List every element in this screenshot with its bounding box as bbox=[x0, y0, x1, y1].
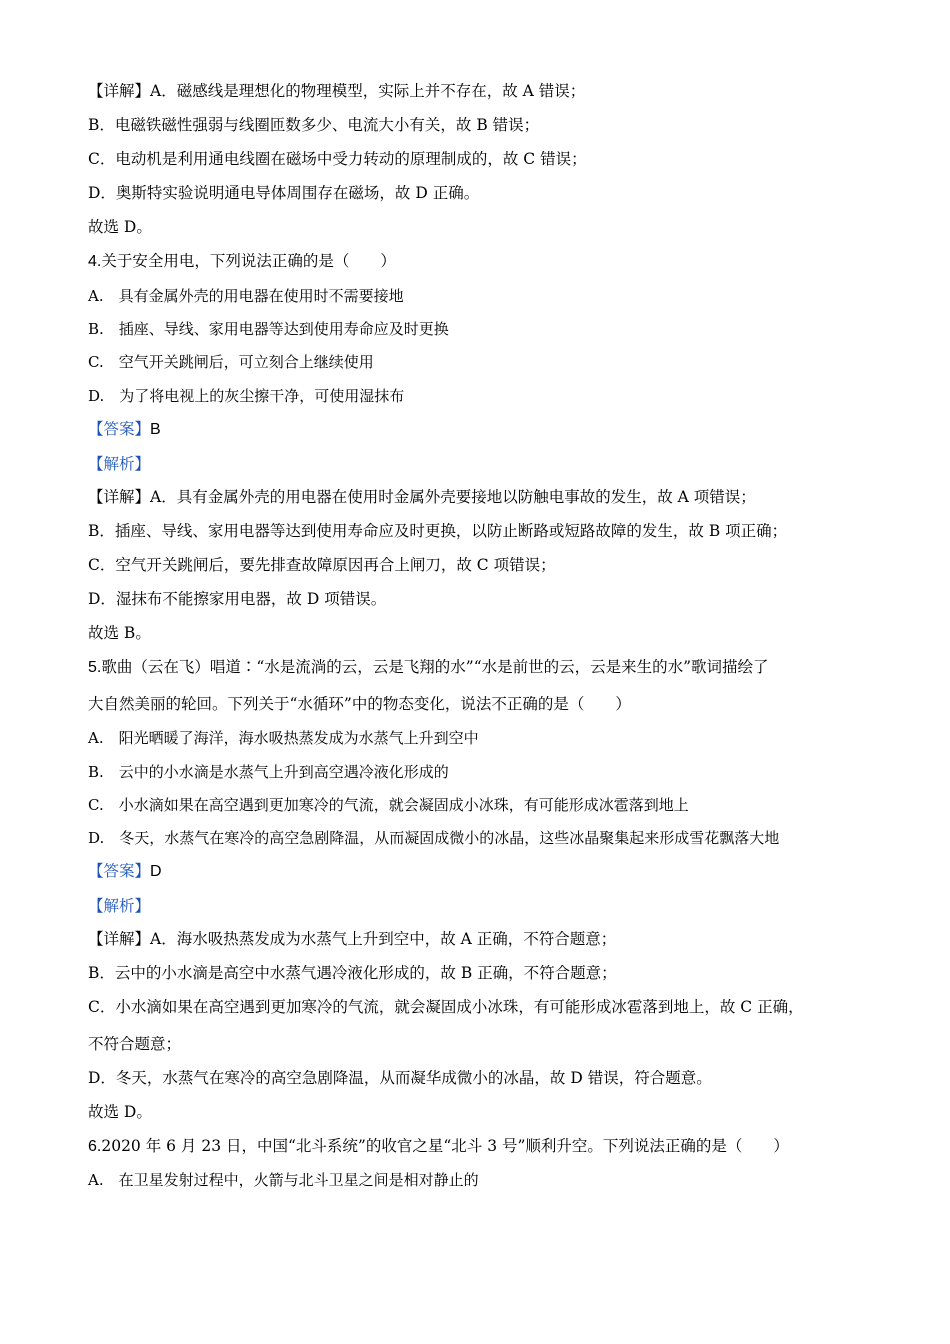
answer-value: B bbox=[150, 421, 161, 438]
answer-label: 【答案】 bbox=[88, 420, 151, 438]
q3-detail-b: B．电磁铁磁性强弱与线圈匝数多少、电流大小有关，故 B 错误； bbox=[88, 116, 540, 134]
detail-label: 【详解】 bbox=[88, 488, 151, 506]
q3-detail-a: 【详解】A．磁感线是理想化的物理模型，实际上并不存在，故 A 错误； bbox=[88, 82, 586, 100]
q5-detail-c-line2: 不符合题意； bbox=[88, 1035, 182, 1053]
question-number: 5. bbox=[88, 659, 102, 676]
q5-detail-b: B．云中的小水滴是高空中水蒸气遇冷液化形成的，故 B 正确，不符合题意； bbox=[88, 964, 617, 982]
q5-detail-a: 【详解】A．海水吸热蒸发成为水蒸气上升到空中，故 A 正确，不符合题意； bbox=[88, 930, 617, 948]
q5-conclusion: 故选 D。 bbox=[88, 1103, 152, 1121]
q4-option-c: C. 空气开关跳闸后，可立刻合上继续使用 bbox=[88, 353, 374, 371]
q5-analysis-label: 【解析】 bbox=[88, 897, 151, 915]
q4-detail-c: C．空气开关跳闸后，要先排查故障原因再合上闸刀，故 C 项错误； bbox=[88, 556, 556, 574]
q3-detail-d: D．奥斯特实验说明通电导体周围存在磁场，故 D 正确。 bbox=[88, 184, 480, 202]
q5-option-c: C. 小水滴如果在高空遇到更加寒冷的气流，就会凝固成小冰珠，有可能形成冰雹落到地上 bbox=[88, 796, 689, 814]
q4-answer bbox=[88, 419, 890, 440]
answer-label: 【答案】 bbox=[88, 862, 151, 880]
q6-stem: 6.2020 年 6 月 23 日，中国“北斗系统”的收官之星“北斗 3 号”顺利升空。下列说法正确的是（ ） bbox=[88, 1137, 789, 1155]
q5-stem-line1: 5.歌曲（云在飞）唱道∶“水是流淌的云，云是飞翔的水”“水是前世的云，云是来生的水”歌词描绘了 bbox=[88, 658, 769, 676]
q5-stem-line2: 大自然美丽的轮回。下列关于“水循环”中的物态变化，说法不正确的是（ ） bbox=[88, 695, 631, 713]
q3-detail-c: C．电动机是利用通电线圈在磁场中受力转动的原理制成的，故 C 错误； bbox=[88, 150, 587, 168]
q4-conclusion: 故选 B。 bbox=[88, 624, 151, 642]
q5-option-d: D. 冬天，水蒸气在寒冷的高空急剧降温，从而凝固成微小的冰晶，这些冰晶聚集起来形成雪花飘落大地 bbox=[88, 829, 780, 847]
answer-value: D bbox=[150, 863, 162, 880]
q4-option-d: D. 为了将电视上的灰尘擦干净，可使用湿抹布 bbox=[88, 387, 405, 405]
q6-option-a: A. 在卫星发射过程中，火箭与北斗卫星之间是相对静止的 bbox=[88, 1171, 479, 1189]
question-number: 4. bbox=[88, 253, 102, 270]
q5-detail-d: D．冬天，水蒸气在寒冷的高空急剧降温，从而凝华成微小的冰晶，故 D 错误，符合题意。 bbox=[88, 1069, 712, 1087]
q4-analysis-label: 【解析】 bbox=[88, 455, 151, 473]
q3-conclusion: 故选 D。 bbox=[88, 218, 152, 236]
q4-stem: 4.关于安全用电，下列说法正确的是（ ） bbox=[88, 252, 396, 270]
q4-detail-b: B．插座、导线、家用电器等达到使用寿命应及时更换，以防止断路或短路故障的发生，故 B 项正确； bbox=[88, 522, 788, 540]
detail-label: 【详解】 bbox=[88, 82, 151, 100]
q5-answer bbox=[88, 861, 890, 882]
detail-label: 【详解】 bbox=[88, 930, 151, 948]
q4-option-a: A. 具有金属外壳的用电器在使用时不需要接地 bbox=[88, 287, 404, 305]
q4-option-b: B. 插座、导线、家用电器等达到使用寿命应及时更换 bbox=[88, 320, 449, 338]
q4-detail-d: D．湿抹布不能擦家用电器，故 D 项错误。 bbox=[88, 590, 387, 608]
q5-option-b: B. 云中的小水滴是水蒸气上升到高空遇冷液化形成的 bbox=[88, 763, 449, 781]
q4-detail-a: 【详解】A．具有金属外壳的用电器在使用时金属外壳要接地以防触电事故的发生，故 A 项错误； bbox=[88, 488, 756, 506]
question-number: 6. bbox=[88, 1138, 102, 1155]
q5-detail-c-line1: C．小水滴如果在高空遇到更加寒冷的气流，就会凝固成小冰珠，有可能形成冰雹落到地上，故 C 正确， bbox=[88, 998, 804, 1016]
q5-option-a: A. 阳光晒暖了海洋，海水吸热蒸发成为水蒸气上升到空中 bbox=[88, 729, 479, 747]
